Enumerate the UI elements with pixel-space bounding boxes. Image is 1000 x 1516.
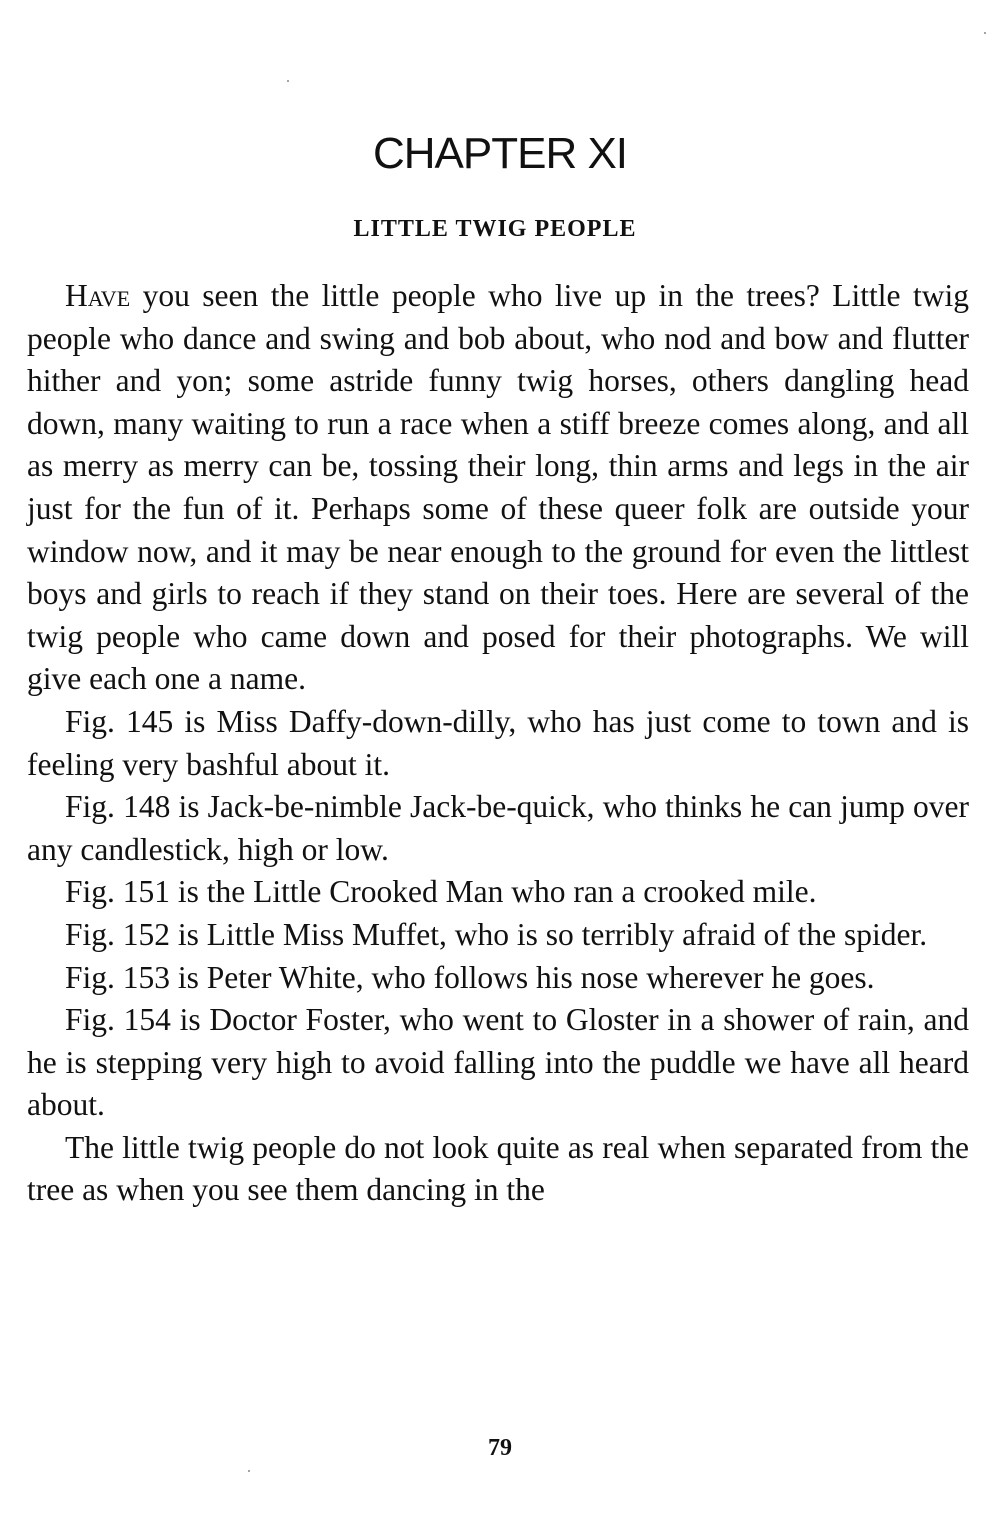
paragraph-lead-word: Have [65,278,131,313]
paragraph-8: The little twig people do not look quite as real when separated from the tree as when you see them dancing in the [27,1129,969,1208]
paragraph-3: Fig. 148 is Jack-be-nimble Jack-be-quick, who thinks he can jump over any candlestick, high or low. [27,789,969,867]
paragraph-5: Fig. 152 is Little Miss Muffet, who is so terribly afraid of the spider. [65,916,928,952]
print-speck [248,1470,250,1472]
paragraph-7: Fig. 154 is Doctor Foster, who went to Gloster in a shower of rain, and he is stepping very high to avoid falling into the puddle we have all heard about. [27,1002,969,1123]
paragraph-4: Fig. 151 is the Little Crooked Man who ran a crooked mile. [65,874,817,910]
paragraph-1 [27,275,969,701]
chapter-title: CHAPTER XI [372,129,628,178]
paragraph-2: Fig. 145 is Miss Daffy-down-dilly, who has just come to town and is feeling very bashful about it. [27,703,969,782]
chapter-subtitle: LITTLE TWIG PEOPLE [353,216,637,242]
paragraph-6: Fig. 153 is Peter White, who follows his nose wherever he goes. [65,959,875,995]
print-speck [984,32,986,34]
print-speck [287,80,289,82]
page-number: 79 [488,1435,512,1461]
body-text [27,275,969,1212]
paragraph-text: you seen the little people who live up in the trees? Little twig people who dance and swing and bob about, who nod and bow and flutter hither and yon; some astride funny twig horses, others dangling head down, many waiting to run a race when a stiff breeze comes along, and all as merry as merry can be, tossing their long, thin arms and legs in the air just for the fun of it. Perhaps some of these queer folk are outside your window now, and it may be near enough to the ground for even the littlest boys and girls to reach if they stand on their toes. Here are several of the twig people who came down and posed for their photographs. We will give each one a name. [27,278,969,697]
